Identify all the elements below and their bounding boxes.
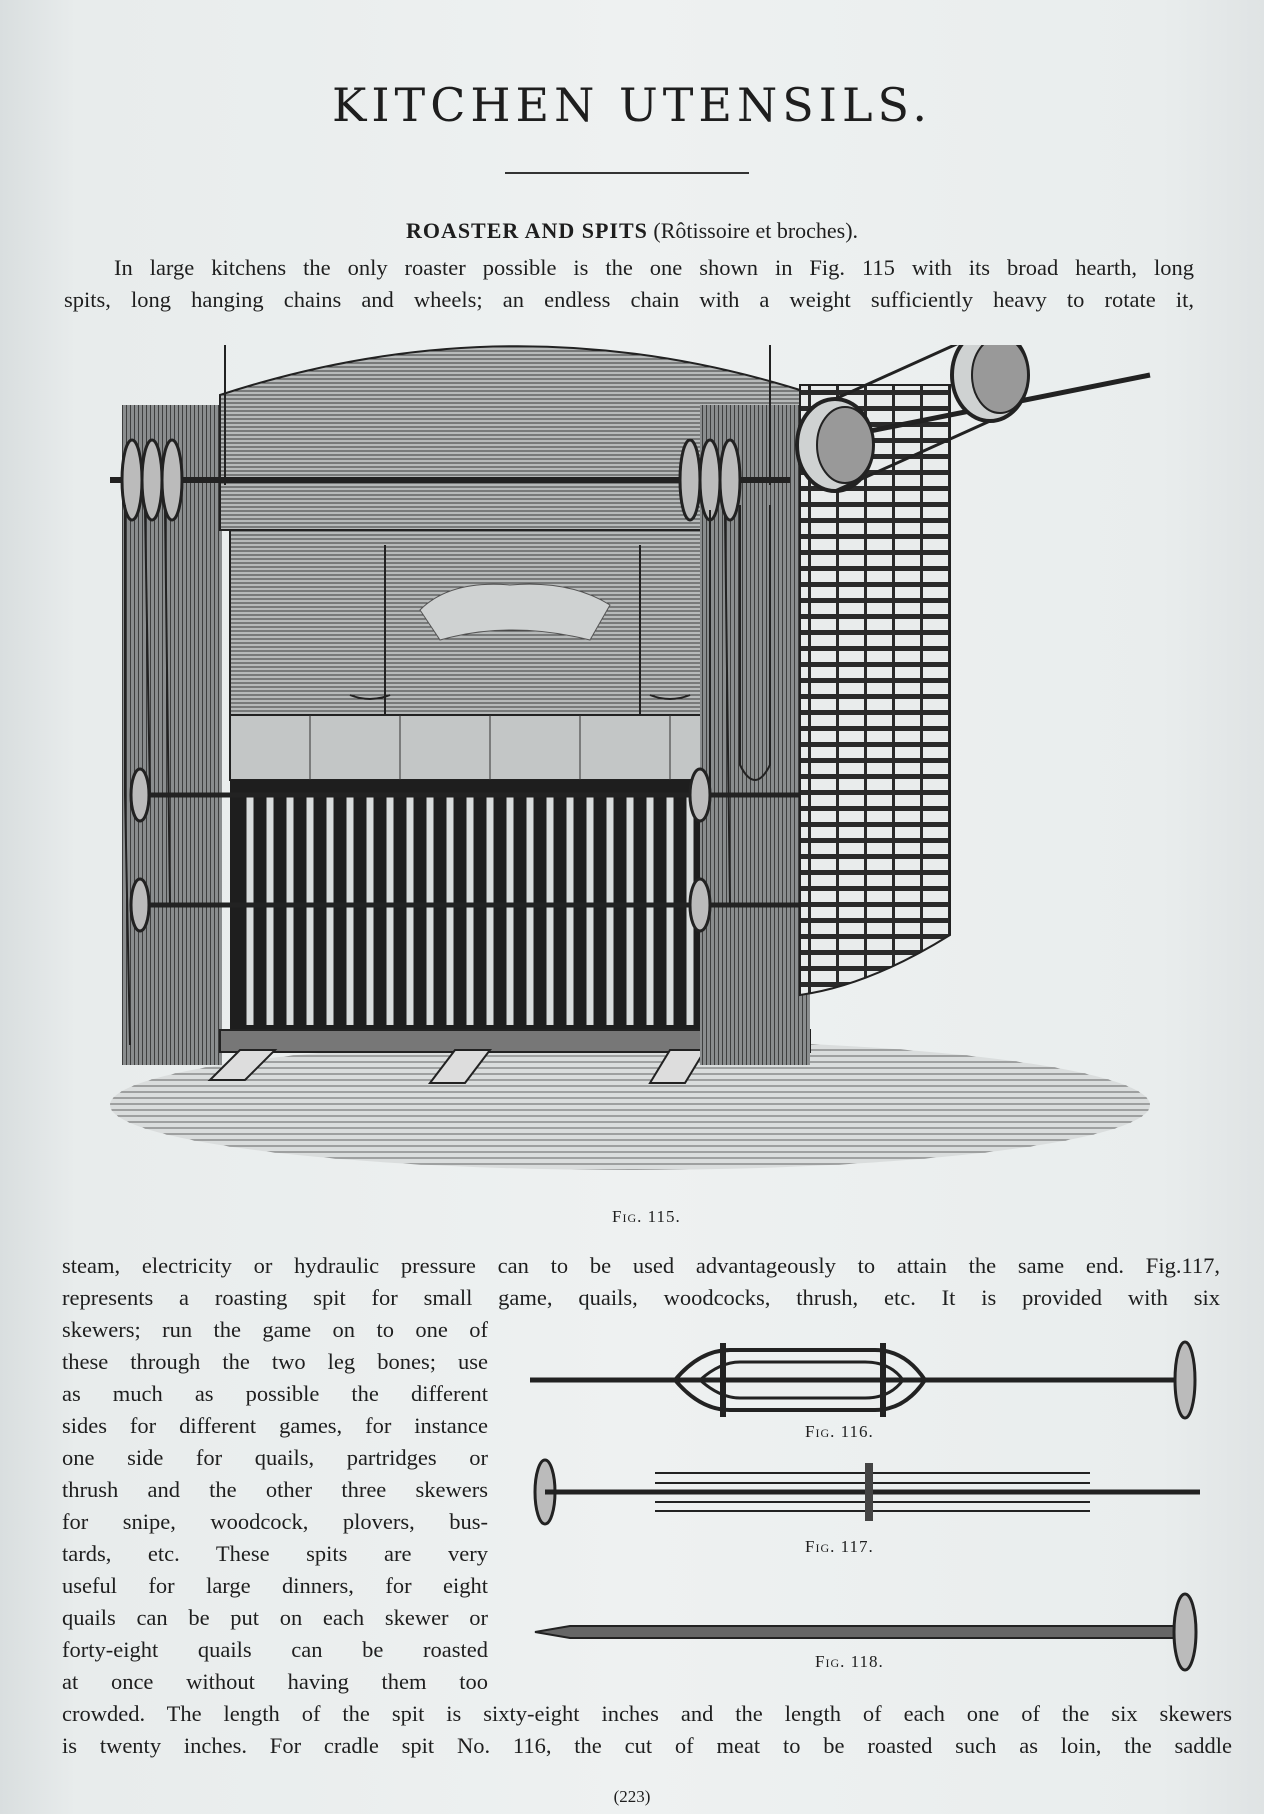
text-line: useful for large dinners, for eight — [62, 1573, 488, 1598]
page-number: (223) — [613, 1787, 651, 1806]
fig-118-caption: Fig. 118. — [815, 1652, 884, 1671]
text-line: these through the two leg bones; use — [62, 1349, 488, 1374]
text-line: forty-eight quails can be roasted — [62, 1637, 488, 1662]
paragraph-column — [62, 1314, 488, 1698]
paragraph-intro — [64, 252, 1194, 316]
text-line: skewers; run the game on to one of — [62, 1317, 488, 1342]
text-line: spits, long hanging chains and wheels; an endless chain with a weight sufficiently heavy to rotate it, — [64, 287, 1194, 312]
text-line: is twenty inches. For cradle spit No. 116, the cut of meat to be roasted such as loin, the saddle — [62, 1733, 1232, 1758]
text-line: thrush and the other three skewers — [62, 1477, 488, 1502]
section-heading-rest: (Rôtissoire et broches). — [647, 218, 859, 243]
paragraph-closing — [62, 1698, 1232, 1762]
fig-117-caption: Fig. 117. — [805, 1537, 874, 1556]
text-line: for snipe, woodcock, plovers, bus- — [62, 1509, 488, 1534]
text-line: crowded. The length of the spit is sixty-eight inches and the length of each one of the six skewers — [62, 1701, 1232, 1726]
fig-117-skewer-spit — [525, 1455, 1205, 1530]
text-line: quails can be put on each skewer or — [62, 1605, 488, 1630]
section-heading-caps: ROASTER AND SPITS — [405, 218, 648, 243]
text-line: In large kitchens the only roaster possible is the one shown in Fig. 115 with its broad hearth, long — [114, 255, 1194, 280]
fig-116-cradle-spit — [525, 1335, 1205, 1425]
text-line: sides for different games, for instance — [62, 1413, 488, 1438]
page-title: KITCHEN UTENSILS. — [332, 78, 932, 132]
section-heading — [0, 218, 1264, 244]
title-rule — [505, 172, 749, 174]
text-line: at once without having them too — [62, 1669, 488, 1694]
fig-115-roaster-illustration — [110, 345, 1160, 1205]
paragraph-continuation — [62, 1250, 1220, 1314]
text-line: as much as possible the different — [62, 1381, 488, 1406]
fig-115-caption: Fig. 115. — [612, 1207, 681, 1226]
text-line: tards, etc. These spits are very — [62, 1541, 488, 1566]
text-line: represents a roasting spit for small game, quails, woodcocks, thrush, etc. It is provided with six — [62, 1285, 1220, 1310]
fig-116-caption: Fig. 116. — [805, 1422, 874, 1441]
text-line: steam, electricity or hydraulic pressure can to be used advantageously to attain the same end. Fig.117, — [62, 1253, 1220, 1278]
text-line: one side for quails, partridges or — [62, 1445, 488, 1470]
